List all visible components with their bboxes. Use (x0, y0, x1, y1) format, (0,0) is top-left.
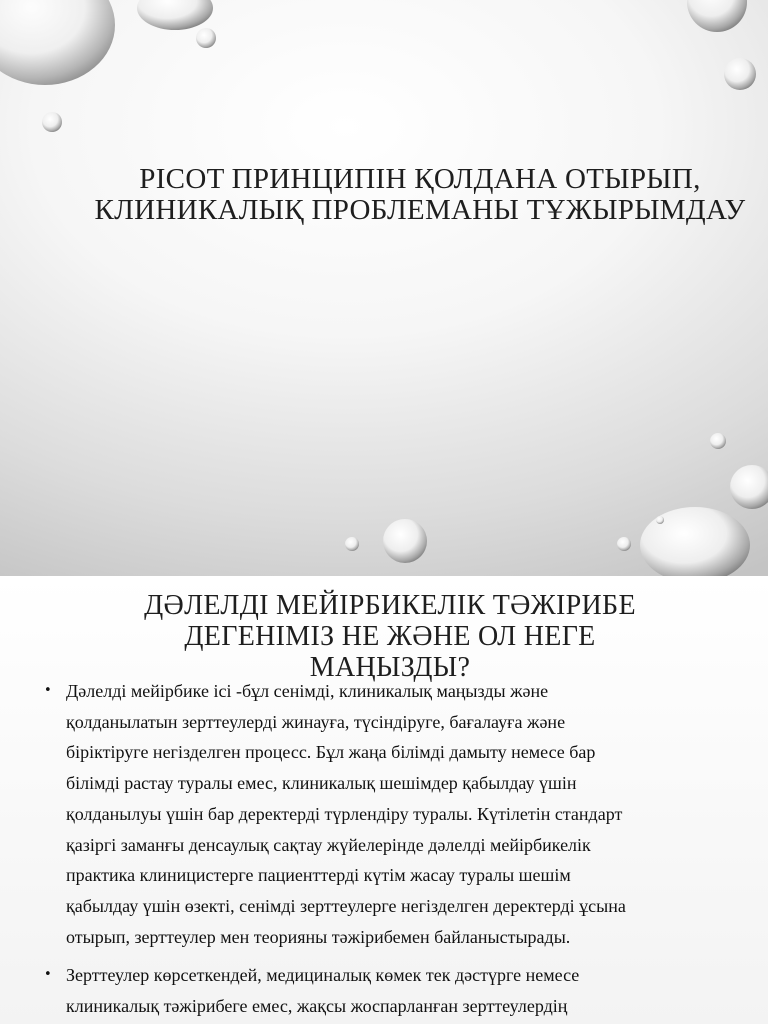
text-line: клиникалық тәжірибеге емес, жақсы жоспарланған зерттеулердің (66, 996, 568, 1017)
text-line: біріктіруге негізделген процесс. Бұл жаңа білімді дамыту немесе бар (66, 742, 596, 763)
bullet-item (44, 960, 760, 1021)
slide-2-title (30, 590, 750, 683)
text-line: қолданылуы үшін бар деректерді түрлендіру туралы. Күтілетін стандарт (66, 803, 623, 824)
bullet-item (44, 676, 760, 952)
text-line: отырып, зерттеулер мен теорияны тәжірибемен байланыстырады. (66, 926, 571, 947)
bullet-icon: • (44, 967, 52, 983)
title-line: КЛИНИКАЛЫҚ ПРОБЛЕМАНЫ ТҰЖЫРЫМДАУ (94, 194, 746, 226)
text-line: қабылдау үшін өзекті, сенімді зерттеулерге негізделген деректерді ұсына (66, 895, 626, 916)
text-line: білімді растау туралы емес, клиникалық шешімдер қабылдау үшін (66, 773, 577, 794)
text-line: Зерттеулер көрсеткендей, медициналық көмек тек дәстүрге немесе (66, 965, 580, 986)
bullet-list (44, 676, 760, 1024)
text-line: практика клиницистерге пациенттерді күтім жасау туралы шешім (66, 865, 571, 886)
slide-2 (0, 576, 768, 1024)
slide-1-title (60, 164, 768, 226)
title-line: ДЕГЕНІМІЗ НЕ ЖӘНЕ ОЛ НЕГЕ (184, 621, 596, 652)
bullet-icon: • (44, 683, 52, 698)
title-line: МАҢЫЗДЫ? (309, 652, 471, 683)
text-line: Дәлелді мейірбике ісі -бұл сенімді, клиникалық маңызды және (66, 681, 549, 701)
title-line: PICOT ПРИНЦИПІН ҚОЛДАНА ОТЫРЫП, (139, 163, 701, 195)
title-line: ДӘЛЕЛДІ МЕЙІРБИКЕЛІК ТӘЖІРИБЕ (144, 590, 636, 621)
text-line: қолданылатын зерттеулерді жинауға, түсіндіруге, бағалауға және (66, 711, 566, 732)
text-line: қазіргі заманғы денсаулық сақтау жүйелерінде дәлелді мейірбикелік (66, 834, 591, 855)
